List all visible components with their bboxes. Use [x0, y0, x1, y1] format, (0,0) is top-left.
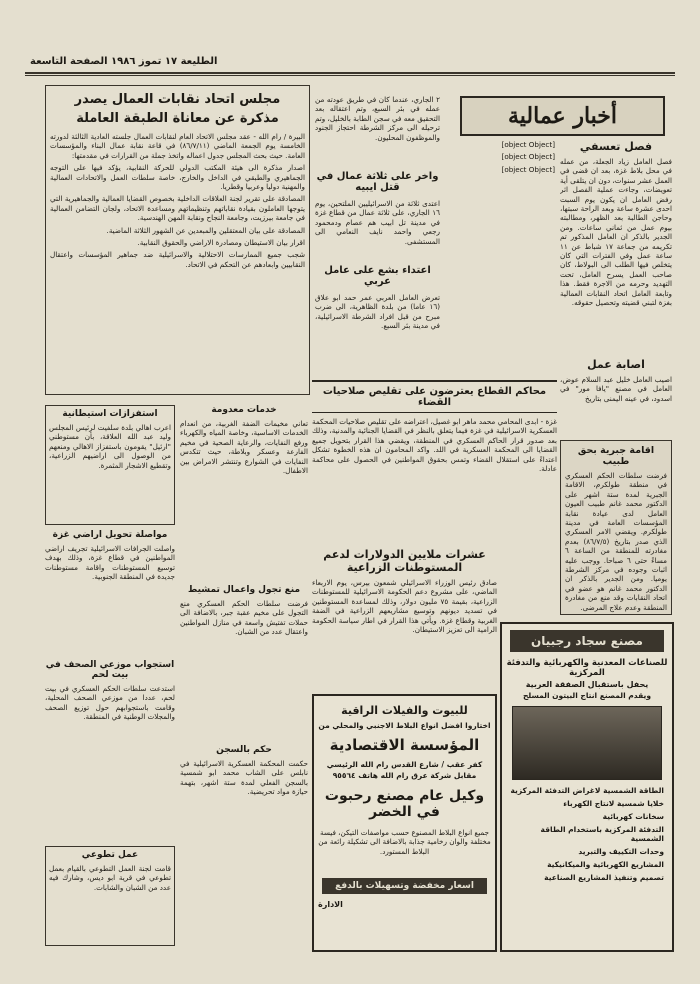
asharat-title: عشرات ملايين الدولارات لدعم المستوطنات الزراعية [323, 548, 486, 574]
amal-tatawwui-article [45, 846, 175, 946]
mana-article [180, 585, 308, 715]
ad-rajabi-line-3: ويقدم المصنع انتاج البيتون المسلح [523, 691, 651, 700]
mana-text: فرضت سلطات الحكم العسكري منع التجول على مخيم عقبة جبر، بالاضافة الى حملات تفتيش واسعة في منازل المواطنين واعتقال عدد من الشبان. [180, 599, 308, 637]
istijwab-article [45, 660, 175, 780]
hukm-title: حكم بالسجن [216, 745, 272, 755]
majlis-point: شجب جميع الممارسات الاحتلالية والاسرائيلية ضد جماهير المؤسسات واعتقال النقابيين وابعادهم عن التحكم في الاتحاد. [50, 250, 305, 269]
istijwab-text: استدعت سلطات الحكم العسكري في بيت لحم، عددا من موزعي الصحف المحلية، وقامت باستجوابهم حول توزيع الصحف والمجلات الوطنية في المنطقة. [45, 684, 175, 722]
hukm-article [180, 745, 308, 945]
ad-buyut [312, 694, 497, 952]
majlis-point: اقرار بيان الاستيطان ومصادرة الاراضي والحقوق النقابية. [137, 238, 305, 248]
ad-buyut-line-2: اختاروا افضل انواع البلاط الاجنبي والمحلي من [318, 721, 491, 730]
mahakim-article [312, 380, 557, 540]
iliqama-article [560, 440, 672, 615]
ad-rajabi-title: مصنع سجاد رجبيان [510, 630, 664, 652]
iliqama-title: اقامة جبرية بحق طبيب [577, 445, 655, 467]
tahweel-text: واصلت الجرافات الاسرائيلية تجريف اراضي المواطنين في قطاع غزة، وذلك بهدف توسيع المستوطنات واقامة مستوطنات جديدة في المنطقة الجنوبية. [45, 544, 175, 582]
ad-rajabi-bullet: خلايا شمسية لانتاج الكهرباء [563, 799, 664, 808]
col-mid-intro: ٢ الجاري، عندما كان في طريق عودته من عمله في بئر السبع، وتم اعتقاله بعد التحقيق معه في سجن الطابة بالخليل، وتم ترحيله الى مركز الشرطة احتجاز الجنود والموظفون المحليون. [315, 95, 440, 142]
ad-buyut-footer: الادارة [318, 900, 343, 909]
tahweel-article [45, 530, 175, 650]
asharat-text: صادق رئيس الوزراء الاسرائيلي شمعون بيرس، يوم الاربعاء الماضي، على مشروع دعم الحكومة الاسرائيلية للمستوطنات الزراعية، بقيمة ٧٥ مليون دولار، وذلك لمساعدة المستوطنين في تسديد ديونهم وتوسيع مشاريعهم الزراعية في الضفة الغربية وقطاع غزة. ويأتي هذا القرار في اطار سياسة الحكومة الرامية الى تعزيز الاستيطان. [312, 578, 497, 635]
ad-buyut-title-2: وكيل عام مصنع رحبوت في الخضر [324, 788, 485, 820]
ad-rajabi-bullet: تصميم وتنفيذ المشاريع الصناعية [544, 873, 664, 882]
header-rule-2 [25, 75, 675, 76]
majlis-point: اصدار مذكرة الى هيئة المكتب الدولي للحركة النقابية، يؤكد فيها على التوجه الجماهيري والطبقي في الداخل والخارج، خاصة سلطات العمل والاتحادات العمالية والمهنية دوليا وعربيا وقطريا. [50, 163, 305, 192]
amal-tatawwui-text: قامت لجنة العمل التطوعي بالقيام بعمل تطوعي في قرية ابو ديس، وشارك فيه عدد من الشبان والشابات. [49, 864, 171, 892]
khadamat-text: تعاني مخيمات الضفة الغربية، من انعدام الخدمات الاساسية، وخاصة المياه والكهرباء ورفع النفايات، والرعاية الصحية في مخيم الفارعة وعسكر وبلاطة، حيث تتكدس النفايات في الشوارع وتنتشر الامراض بين الاطفال. [180, 419, 308, 476]
iliqama-text: فرضت سلطات الحكم العسكري في منطقة طولكرم، الاقامة الجبرية لمدة ستة اشهر على الدكتور محمد غانم طبيب العيون العامل لدى عيادة نقابة المؤسسات العامة في مدينة طولكرم. ويقضي الامر العسكري الذي صدر بتاريخ (٨٦/٧/٥) بعدم مغادرته للمنطقة من الساعة ٦ مساءً حتى ٦ صباحا. ووجب عليه اثبات وجوده في مركز الشرطة يوميا. ومن الجدير بالذكر ان الدكتور محمد غانم هو عضو في اتحاد النقابات وقد منع من مغادرة المنطقة وعدم علاج المرضى. [565, 471, 668, 612]
ad-buyut-line-5: جميع انواع البلاط المصنوع حسب مواصفات التيكن، فيسة مختلفة والوان رخامية جذابة بالاضافة الى تشكيلة رائعة من البلاط المستورد. [318, 828, 491, 856]
akhbar-item: [object Object] [501, 140, 555, 149]
isabat-amal-title: اصابة عمل [587, 358, 645, 371]
tahweel-title: مواصلة تحويل اراضي غزة [52, 530, 168, 540]
ad-rajabi-bullet: المشاريع الكهربائية والميكانيكية [547, 860, 664, 869]
ad-buyut-line-4: مقابل شركة عرق رام الله هاتف ٩٥٥٦٤ [332, 771, 477, 780]
istifzazat-title: استفزازات استيطانية [62, 409, 158, 419]
amal-tatawwui-title: عمل تطوعي [81, 850, 139, 860]
majlis-subtitle: مذكرة عن معاناة الطبقة العاملة [76, 111, 279, 126]
istifzazat-article [45, 405, 175, 525]
akhbar-item: [object Object] [501, 164, 555, 174]
ad-rajabi-bullet: وحدات التكييف والتبريد [578, 847, 664, 856]
ad-buyut-line-1: للبيوت والفيلات الراقية [341, 704, 468, 717]
page-header: الطليعة ١٧ تموز ١٩٨٦ الصفحة التاسعة [30, 56, 218, 67]
fasl-taasofi-title: فصل تعسفي [579, 140, 653, 153]
mahakim-text: غزة - ابدى المحامي محمد ماهر ابو غصيل، اعتراضه على تقليص صلاحيات المحكمة العسكرية الاسرائيلية في غزة فيما يتعلق بالنظر في القضايا الجنائية والمدنية، وذلك بعد صدور قرار الحاكم العسكري في المنطقة، ويقضي هذا القرار بتحويل جميع القضايا الى المحكمة العسكرية في اللد. واكد المحامون ان هذه الخطوة تشكل اعتداءً على استقلال القضاء وتمس بحقوق المواطنين في الحصول على محاكمة عادلة. [312, 417, 557, 474]
ad-rajabi-line-2: يحفل باستقبال الصفقة العربية [525, 680, 649, 689]
khadamat-title: خدمات معدومة [211, 405, 277, 415]
ad-rajabi-bullet: سخانات كهربائية [602, 812, 664, 821]
isabat-amal-article [560, 358, 672, 438]
ad-rajabi [500, 622, 674, 952]
akhbar-omaliya-banner [460, 96, 665, 136]
ad-rajabi-photo [512, 706, 662, 780]
fasl-taasofi-text: فصل العامل زياد الجعلة، من عمله في محل بلاط غزة، بعد ان قضى في العمل عشر سنوات، دون ان يتلقى أية تعويضات، وجاءت عملية الفصل اثر رفض العامل ان يكون يوم السبت احدى عشرة ساعة وبعد الراحة سبتها، وحاجن الطالبة بعد الظهر، ومطالبته بيوم عمل من ثماني ساعات. ومن الجدير بالذكر ان العامل المذكور تم تكريمه من جماعة ١٧ شباط عن ١١ ساعة عمل وفي الفترات التي كان يتخلص فيها الطلب الى البولاط، كان صاحب العمل يسرح العامل، تحت التهديد وحرمه من الاجرة فقط. هذا وتابعة العامل اتحاد النقابات العمالية بغزة لتبني قضيته وتحصيل حقوقه. [560, 157, 672, 308]
khadamat-article [180, 405, 308, 575]
ad-buyut-title: المؤسسة الاقتصادية [329, 736, 480, 754]
col-mid [315, 95, 440, 375]
majlis-point: المصادقة على تقرير لجنة العلاقات الداخلية بخصوص القضايا العمالية والجماهيرية التي يتوجها العاملون بقيادة نقاباتهم وتنظيماتهم ومساعدة الاتحاد، ولجان التضامن العمالية في جامعة بيرزيت، وجامعة النجاح ونقابة المهن الهندسية. [50, 194, 305, 223]
col-mid-headline: وآخر على ثلاثة عمال في قتل ايبيه [316, 171, 439, 193]
fasl-taasofi-article [560, 140, 672, 355]
isabat-amal-text: اصيب العامل خليل عبد السلام عوض، العامل في مصنع "يافا مور" في اسدود، في عينه اليمنى بتاريخ [560, 375, 672, 403]
col-mid-text-2: تعرض العامل العربي عمر حمد ابو علاق (١٦ عاما) من بلدة الظاهرية، الى ضرب مبرح من قبل افراد الشرطة الاسرائيلية، في مدينة بئر السبع. [315, 293, 440, 331]
majlis-text: البيرة / رام الله - عقد مجلس الاتحاد العام لنقابات العمال جلسته العادية الثالثة لدورته الخامسة يوم الجمعة الماضي (٨٦/٧/١١) في قاعة نقابة عمال البناء والمؤسسات العامة. حيث بحث المجلس جدول اعماله واتخذ جملة من القرارات في مقدمتها: [50, 132, 305, 160]
akhbar-item: [object Object] [501, 152, 555, 162]
col-mid-text: اعتدى ثلاثة من الاسرائيليين الملتحين، يوم ١٦ الجاري، على ثلاثة عمال من قطاع غزة في مدينة تل ابيب هم عصام ودمحمود رجعي واحمد نايف النعامي الى المستشفى. [315, 199, 440, 246]
col-mid-headline-2: اعتداء بشع على عامل عربي [324, 265, 431, 287]
asharat-article [312, 548, 497, 688]
ad-rajabi-line-1: للصناعات المعدنية والكهربائية والتدفئة المركزية [506, 658, 668, 678]
akhbar-items [445, 140, 555, 370]
header-rule [25, 72, 675, 74]
hukm-text: حكمت المحكمة العسكرية الاسرائيلية في نابلس على الشاب محمد ابو شمسية بالسجن الفعلي لمدة ستة اشهر، بتهمة حيازة مواد تحريضية. [180, 759, 308, 797]
ad-buyut-line-3: كفر عقب / شارع القدس رام الله الرئيسي [326, 760, 483, 769]
ad-buyut-line-6: اسعار مخفضة وتسهيلات بالدفع [322, 878, 487, 894]
mana-title: منع تجول واعمال تمشيط [187, 585, 301, 595]
majlis-article [45, 85, 310, 395]
ad-rajabi-bullet: التدفئة المركزية باستخدام الطاقة الشمسية [540, 825, 664, 843]
mahakim-title: محاكم القطاع يعترضون على تقليص صلاحيات القضاء [312, 380, 557, 413]
ad-rajabi-bullet: الطاقة الشمسية لاغراض التدفئة المركزية [510, 786, 664, 795]
akhbar-omaliya-title: أخبار عمالية [507, 103, 618, 129]
majlis-title: مجلس اتحاد نقابات العمال يصدر [74, 92, 281, 107]
istifzazat-text: اعرب اهالي بلدة سلفيت لرئيس المجلس وليد عبد الله العلاقة، بأن مستوطني "ارئيل" يقومون باستفزاز الاهالي ومنعهم من الوصول الى اراضيهم الزراعية، وتقطيع الاشجار المثمرة. [49, 423, 171, 470]
majlis-point: المصادقة على بيان المعتقلين والمبعدين عن الشهور الثلاثة الماضية. [106, 225, 305, 235]
istijwab-title: استجواب موزعي الصحف في بيت لحم [45, 660, 175, 680]
